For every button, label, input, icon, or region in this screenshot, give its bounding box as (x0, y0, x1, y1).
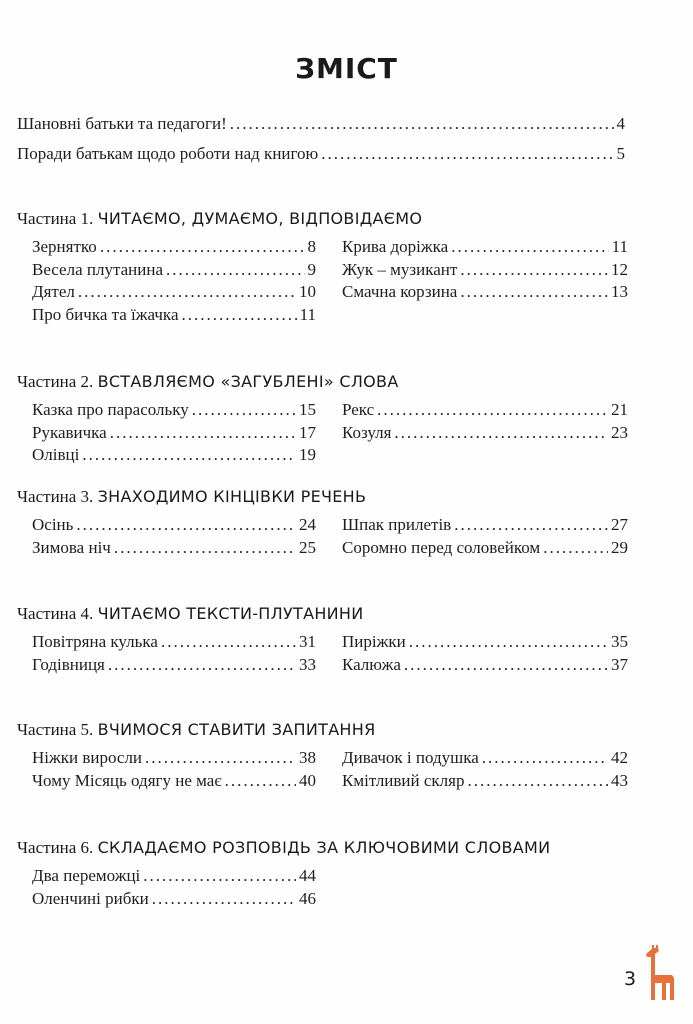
dot-leader (454, 514, 608, 536)
toc-entry-page: 8 (307, 237, 316, 256)
toc-entry-title: Калюжа (342, 654, 401, 674)
toc-entry-page: 13 (611, 282, 628, 301)
section-title: ЧИТАЄМО, ДУМАЄМО, ВІДПОВІДАЄМО (97, 209, 423, 228)
toc-entry (32, 537, 316, 559)
toc-entry-title: Повітряна кулька (32, 632, 158, 651)
section-number: Частина 3. (17, 487, 94, 506)
toc-entry (32, 654, 316, 676)
toc-entry-page: 33 (299, 654, 316, 674)
toc-entry (32, 631, 316, 653)
dot-leader (114, 537, 296, 559)
dot-leader (108, 654, 296, 676)
toc-entry (342, 631, 628, 653)
toc-entry-page: 38 (299, 748, 316, 767)
toc-entry-page: 10 (299, 282, 316, 301)
toc-entry-title: Поради батькам щодо роботи над книгою (17, 144, 319, 163)
dot-leader (161, 631, 296, 653)
toc-entry-title: Дивачок і подушка (342, 748, 479, 767)
dot-leader (321, 143, 613, 165)
toc-entry-page: 21 (611, 400, 628, 419)
dot-leader (166, 259, 305, 281)
toc-entry-page: 37 (611, 654, 628, 674)
section-heading (17, 603, 364, 625)
toc-entry-page: 42 (611, 748, 628, 767)
toc-entry (32, 304, 316, 326)
toc-entry-title: Олівці (32, 445, 80, 464)
toc-entry-title: Крива доріжка (342, 237, 449, 256)
section-heading (17, 837, 550, 859)
dot-leader (543, 537, 608, 559)
dot-leader (181, 304, 296, 326)
toc-entry (342, 537, 628, 559)
toc-entry-page: 25 (299, 537, 316, 557)
toc-entry-page: 29 (611, 537, 628, 557)
toc-entry-title: Козуля (342, 422, 392, 442)
section-title: ЗНАХОДИМО КІНЦІВКИ РЕЧЕНЬ (97, 487, 367, 506)
toc-entry-title: Осінь (32, 515, 74, 534)
dot-leader (404, 654, 608, 676)
section-title: ВЧИМОСЯ СТАВИТИ ЗАПИТАННЯ (97, 720, 376, 739)
dot-leader (76, 514, 296, 536)
dot-leader (230, 113, 614, 135)
section-title: ВСТАВЛЯЄМО «ЗАГУБЛЕНІ» СЛОВА (97, 372, 399, 391)
section-heading (17, 719, 376, 741)
toc-entry-title: Жук – музикант (342, 259, 458, 279)
section-number: Частина 6. (17, 838, 94, 857)
toc-entry-title: Шановні батьки та педагоги! (17, 114, 227, 133)
dot-leader (468, 770, 609, 792)
toc-entry-page: 4 (616, 114, 625, 133)
toc-entry-title: Соромно перед соловейком (342, 537, 541, 557)
toc-entry-page: 31 (299, 632, 316, 651)
page-number: 3 (624, 968, 637, 990)
dot-leader (451, 236, 608, 258)
toc-entry-title: Ніжки виросли (32, 748, 143, 767)
toc-entry (32, 422, 316, 444)
section-title: ЧИТАЄМО ТЕКСТИ-ПЛУТАНИНИ (97, 604, 364, 623)
dot-leader (78, 281, 296, 303)
toc-entry-page: 15 (299, 400, 316, 419)
toc-entry-page: 24 (299, 515, 316, 534)
toc-entry (32, 865, 316, 887)
toc-entry-title: Чому Місяць одягу не має (32, 770, 222, 790)
toc-entry-page: 23 (611, 422, 628, 442)
toc-entry-page: 35 (611, 632, 628, 651)
dot-leader (377, 399, 608, 421)
section-number: Частина 5. (17, 720, 94, 739)
section-number: Частина 1. (17, 209, 94, 228)
toc-entry-title: Зимова ніч (32, 537, 111, 557)
toc-entry (32, 444, 316, 466)
toc-entry (342, 770, 628, 792)
toc-entry-title: Рекс (342, 400, 375, 419)
toc-entry (342, 259, 628, 281)
toc-entry-page: 27 (611, 515, 628, 534)
toc-entry-page: 43 (611, 770, 628, 790)
toc-entry (32, 770, 316, 792)
dot-leader (409, 631, 608, 653)
toc-intro-entry (17, 143, 625, 165)
dot-leader (460, 259, 608, 281)
toc-entry (342, 422, 628, 444)
toc-entry (342, 281, 628, 303)
toc-entry-title: Два переможці (32, 866, 141, 885)
toc-entry-title: Дятел (32, 282, 75, 301)
section-heading (17, 371, 399, 393)
toc-entry-page: 5 (616, 144, 625, 163)
dot-leader (394, 422, 608, 444)
section-number: Частина 2. (17, 372, 94, 391)
toc-entry (32, 259, 316, 281)
toc-entry-title: Шпак прилетів (342, 515, 452, 534)
toc-entry-page: 17 (299, 422, 316, 442)
dot-leader (460, 281, 608, 303)
dot-leader (225, 770, 296, 792)
toc-entry-title: Пиріжки (342, 632, 406, 651)
toc-entry-page: 19 (299, 445, 316, 464)
toc-entry-page: 11 (611, 237, 628, 256)
giraffe-icon (642, 945, 676, 1001)
dot-leader (143, 865, 296, 887)
dot-leader (192, 399, 296, 421)
section-number: Частина 4. (17, 604, 94, 623)
toc-intro-entry (17, 113, 625, 135)
toc-entry (32, 399, 316, 421)
toc-entry-title: Про бичка та їжачка (32, 304, 179, 324)
toc-entry (342, 236, 628, 258)
toc-entry-page: 11 (299, 304, 316, 324)
toc-entry (342, 747, 628, 769)
toc-entry-title: Оленчині рибки (32, 888, 149, 908)
dot-leader (82, 444, 296, 466)
section-heading (17, 486, 366, 508)
dot-leader (152, 888, 296, 910)
section-title: СКЛАДАЄМО РОЗПОВІДЬ ЗА КЛЮЧОВИМИ СЛОВАМИ (97, 838, 551, 857)
dot-leader (110, 422, 296, 444)
page-title: ЗМІСТ (295, 52, 398, 85)
dot-leader (482, 747, 608, 769)
toc-entry-page: 40 (299, 770, 316, 790)
toc-entry-title: Весела плутанина (32, 259, 163, 279)
toc-entry-title: Казка про парасольку (32, 400, 189, 419)
toc-entry-title: Кмітливий скляр (342, 770, 465, 790)
toc-entry (342, 514, 628, 536)
toc-entry (342, 399, 628, 421)
toc-entry (32, 747, 316, 769)
toc-entry-title: Смачна корзина (342, 282, 458, 301)
toc-entry-page: 12 (611, 259, 628, 279)
toc-entry-page: 44 (299, 866, 316, 885)
toc-entry (342, 654, 628, 676)
toc-entry-page: 46 (299, 888, 316, 908)
dot-leader (145, 747, 296, 769)
toc-entry (32, 514, 316, 536)
toc-entry (32, 888, 316, 910)
section-heading (17, 208, 422, 230)
toc-entry-title: Годівниця (32, 654, 105, 674)
toc-entry (32, 236, 316, 258)
toc-entry-page: 9 (307, 259, 316, 279)
toc-entry (32, 281, 316, 303)
toc-entry-title: Рукавичка (32, 422, 107, 442)
dot-leader (100, 236, 305, 258)
toc-entry-title: Зернятко (32, 237, 97, 256)
